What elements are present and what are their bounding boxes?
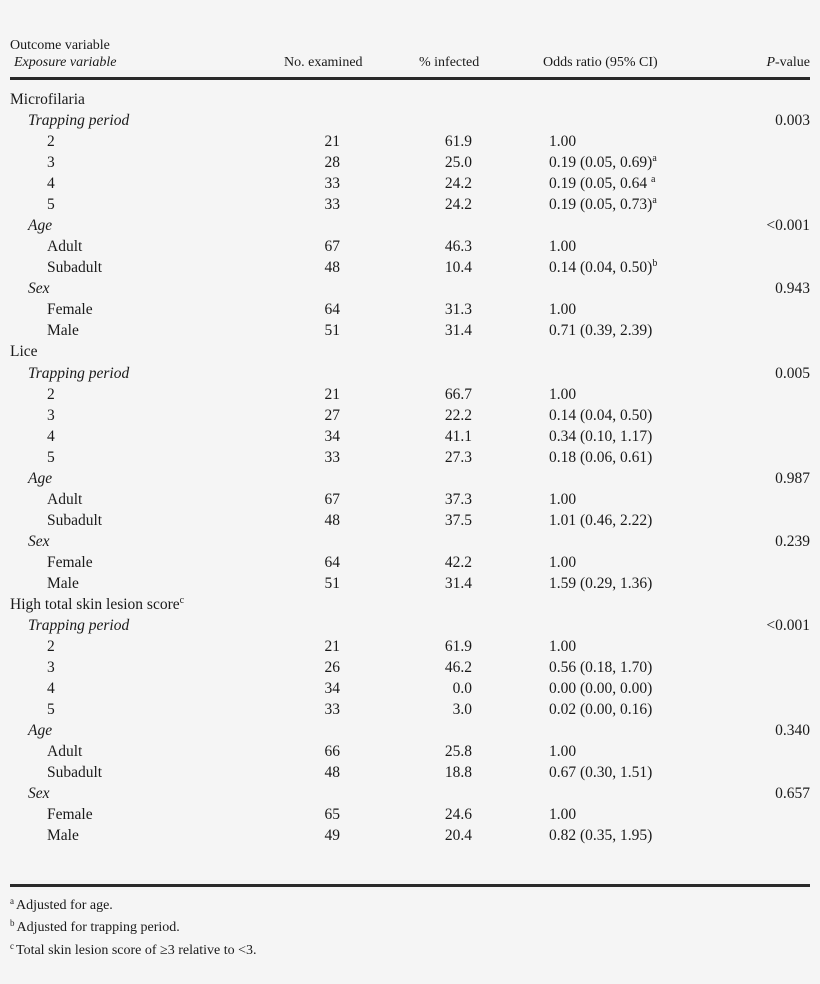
cell-odds-ratio-text: 0.19 (0.05, 0.73) [549, 196, 653, 214]
row-label-text: Subadult [47, 259, 103, 277]
cell-odds-ratio-text: 0.18 (0.06, 0.61) [549, 448, 653, 466]
row-label [47, 194, 55, 215]
row-label [47, 489, 82, 510]
table-row [0, 741, 820, 762]
table-row [0, 489, 820, 510]
cell-odds-ratio-text: 1.01 (0.46, 2.22) [549, 511, 653, 529]
row-label-text: 2 [47, 638, 55, 656]
cell-pct-infected: 24.6 [444, 806, 472, 824]
row-label [47, 699, 55, 720]
cell-pct-infected: 24.2 [444, 196, 472, 214]
cell-odds-ratio [549, 405, 652, 426]
cell-pct-infected: 31.4 [444, 322, 472, 340]
row-label [28, 531, 50, 552]
row-label-text: 3 [47, 406, 55, 424]
footnote-text: Adjusted for trapping period. [16, 920, 180, 935]
cell-odds-ratio [549, 636, 576, 657]
row-label-text: 3 [47, 659, 55, 677]
cell-pct-infected: 42.2 [444, 553, 472, 571]
cell-odds-ratio-text: 0.14 (0.04, 0.50) [549, 259, 653, 277]
row-label-text: High total skin lesion score [10, 595, 180, 613]
cell-odds-ratio [549, 426, 652, 447]
row-label-text: Lice [10, 343, 38, 361]
cell-p-value: <0.001 [766, 217, 810, 235]
row-label [47, 657, 55, 678]
cell-pct-infected: 25.8 [444, 743, 472, 761]
row-label [47, 320, 79, 341]
cell-odds-ratio [549, 299, 576, 320]
cell-odds-ratio-text: 1.00 [549, 238, 577, 256]
row-label-text: 2 [47, 133, 55, 151]
cell-no-examined: 34 [324, 680, 340, 698]
exposure-row [0, 363, 820, 384]
table-row [0, 194, 820, 215]
table-row [0, 762, 820, 783]
footer-rule [10, 884, 810, 887]
cell-no-examined: 48 [324, 511, 340, 529]
row-label [47, 173, 55, 194]
row-label [47, 152, 55, 173]
row-label-text: 2 [47, 385, 55, 403]
cell-pct-infected: 10.4 [444, 259, 472, 277]
cell-pct-infected: 20.4 [444, 827, 472, 845]
exposure-row [0, 531, 820, 552]
row-label [47, 131, 55, 152]
cell-odds-ratio [549, 741, 576, 762]
row-label-text: Age [28, 217, 53, 235]
cell-odds-ratio [549, 384, 576, 405]
cell-odds-ratio [549, 804, 576, 825]
exposure-row [0, 615, 820, 636]
cell-pct-infected: 18.8 [444, 764, 472, 782]
footnote-mark: b [652, 258, 658, 270]
table-row [0, 405, 820, 426]
cell-odds-ratio-text: 1.00 [549, 385, 577, 403]
cell-no-examined: 67 [324, 490, 340, 508]
exposure-row [0, 110, 820, 131]
cell-odds-ratio-text: 1.00 [549, 490, 577, 508]
footnote-b [10, 919, 180, 937]
cell-no-examined: 33 [324, 448, 340, 466]
cell-odds-ratio-text: 0.00 (0.00, 0.00) [549, 680, 653, 698]
table-row [0, 152, 820, 173]
table-row [0, 384, 820, 405]
row-label-text: Trapping period [28, 112, 130, 130]
header-exposure-variable: Exposure variable [14, 55, 117, 70]
cell-p-value: 0.943 [775, 280, 810, 298]
table-row [0, 573, 820, 594]
exposure-row [0, 783, 820, 804]
row-label [47, 825, 79, 846]
table-row [0, 236, 820, 257]
outcome-row [0, 594, 820, 615]
row-label-text: Sex [28, 280, 50, 298]
cell-odds-ratio-text: 1.00 [549, 301, 577, 319]
row-label [47, 552, 93, 573]
cell-p-value: <0.001 [766, 617, 810, 634]
cell-odds-ratio [549, 257, 657, 278]
cell-no-examined: 67 [324, 238, 340, 256]
cell-odds-ratio [549, 573, 652, 594]
footnote-text: Adjusted for age. [16, 898, 113, 913]
cell-no-examined: 65 [324, 806, 340, 824]
row-label-text: 3 [47, 154, 55, 172]
row-label-text: Trapping period [28, 364, 130, 382]
cell-pct-infected: 31.3 [444, 301, 472, 319]
table-row [0, 636, 820, 657]
row-label [47, 299, 93, 320]
row-label-text: Age [28, 722, 53, 740]
footnote-mark: a [652, 195, 657, 207]
outcome-row [0, 341, 820, 362]
cell-odds-ratio [549, 173, 656, 194]
row-label-text: Female [47, 806, 93, 824]
row-label-text: Male [47, 574, 79, 592]
cell-odds-ratio [549, 489, 576, 510]
row-label [47, 678, 55, 699]
row-label-text: Male [47, 827, 79, 845]
row-label [47, 447, 55, 468]
cell-no-examined: 48 [324, 259, 340, 277]
row-label-text: Subadult [47, 764, 103, 782]
header-rule [10, 77, 810, 80]
cell-odds-ratio [549, 699, 652, 720]
row-label-text: Female [47, 553, 93, 571]
row-label [47, 426, 55, 447]
cell-pct-infected: 37.5 [444, 511, 472, 529]
cell-no-examined: 51 [324, 574, 340, 592]
cell-odds-ratio-text: 0.02 (0.00, 0.16) [549, 701, 653, 719]
cell-odds-ratio-text: 0.19 (0.05, 0.69) [549, 154, 653, 172]
header-outcome-variable: Outcome variable [10, 38, 110, 53]
cell-no-examined: 28 [324, 154, 340, 172]
cell-odds-ratio [549, 678, 652, 699]
row-label-text: Adult [47, 490, 83, 508]
outcome-row [0, 89, 820, 110]
cell-odds-ratio [549, 236, 576, 257]
cell-no-examined: 21 [324, 133, 340, 151]
row-label [47, 257, 102, 278]
footnote-mark: c [10, 941, 14, 951]
table-row [0, 804, 820, 825]
row-label [28, 720, 52, 741]
row-label [10, 594, 184, 615]
cell-p-value: 0.003 [775, 112, 810, 130]
cell-no-examined: 27 [324, 406, 340, 424]
cell-odds-ratio-text: 1.00 [549, 743, 577, 761]
cell-p-value: 0.239 [775, 532, 810, 550]
header-no-examined: No. examined [284, 55, 363, 70]
cell-odds-ratio-text: 0.34 (0.10, 1.17) [549, 427, 653, 445]
cell-odds-ratio-text: 1.00 [549, 638, 577, 656]
row-label-text: Male [47, 322, 79, 340]
row-label-text: 5 [47, 448, 55, 466]
table-row [0, 426, 820, 447]
cell-odds-ratio-text: 0.67 (0.30, 1.51) [549, 764, 653, 782]
row-label [47, 804, 93, 825]
row-label [47, 384, 55, 405]
row-label-text: Age [28, 469, 53, 487]
cell-odds-ratio [549, 825, 652, 846]
cell-pct-infected: 22.2 [444, 406, 472, 424]
footnote-text: Total skin lesion score of ≥3 relative to <3. [16, 943, 257, 958]
cell-pct-infected: 0.0 [452, 680, 472, 698]
row-label-text: Female [47, 301, 93, 319]
table-row [0, 678, 820, 699]
cell-odds-ratio-text: 0.56 (0.18, 1.70) [549, 659, 653, 677]
table-row [0, 699, 820, 720]
row-label-text: Sex [28, 785, 50, 803]
cell-no-examined: 66 [324, 743, 340, 761]
row-label-text: 5 [47, 701, 55, 719]
header-odds-ratio: Odds ratio (95% CI) [543, 55, 658, 70]
cell-no-examined: 64 [324, 301, 340, 319]
row-label [47, 762, 102, 783]
table-row [0, 657, 820, 678]
cell-pct-infected: 31.4 [444, 574, 472, 592]
cell-pct-infected: 3.0 [452, 701, 472, 719]
cell-odds-ratio-text: 0.14 (0.04, 0.50) [549, 406, 653, 424]
footnote-mark: b [10, 918, 15, 928]
row-label [47, 236, 82, 257]
footnote-mark: a [10, 896, 14, 906]
header-p-value [766, 55, 810, 71]
table-row [0, 447, 820, 468]
cell-pct-infected: 61.9 [444, 133, 472, 151]
cell-no-examined: 34 [324, 427, 340, 445]
row-label [28, 615, 129, 636]
row-label-text: Trapping period [28, 617, 130, 634]
row-label-text: 4 [47, 427, 55, 445]
row-label [47, 636, 55, 657]
cell-pct-infected: 24.2 [444, 175, 472, 193]
cell-pct-infected: 25.0 [444, 154, 472, 172]
row-label-text: Adult [47, 238, 83, 256]
cell-pct-infected: 41.1 [444, 427, 472, 445]
cell-no-examined: 49 [324, 827, 340, 845]
cell-odds-ratio [549, 447, 652, 468]
header-pct-infected: % infected [419, 55, 480, 70]
cell-odds-ratio [549, 131, 576, 152]
cell-pct-infected: 61.9 [444, 638, 472, 656]
row-label-text: Subadult [47, 511, 103, 529]
row-label-text: Sex [28, 532, 50, 550]
footnote-mark: a [652, 153, 657, 165]
cell-odds-ratio [549, 152, 657, 173]
row-label [28, 363, 129, 384]
cell-odds-ratio [549, 194, 657, 215]
footnote-mark: c [179, 594, 185, 606]
exposure-row [0, 215, 820, 236]
cell-no-examined: 26 [324, 659, 340, 677]
cell-no-examined: 33 [324, 196, 340, 214]
footnote-mark: a [651, 174, 656, 186]
row-label [28, 110, 129, 131]
table-row [0, 299, 820, 320]
footnote-a [10, 897, 113, 915]
table-row [0, 173, 820, 194]
cell-pct-infected: 46.2 [444, 659, 472, 677]
row-label-text: 5 [47, 196, 55, 214]
exposure-row [0, 468, 820, 489]
row-label-text: Adult [47, 743, 83, 761]
row-label [47, 510, 102, 531]
cell-odds-ratio [549, 657, 652, 678]
cell-pct-infected: 37.3 [444, 490, 472, 508]
table-row [0, 825, 820, 846]
cell-odds-ratio-text: 1.00 [549, 133, 577, 151]
header-p-italic: P [766, 55, 776, 70]
cell-p-value: 0.657 [775, 785, 810, 803]
cell-p-value: 0.340 [775, 722, 810, 740]
cell-odds-ratio [549, 552, 576, 573]
cell-no-examined: 48 [324, 764, 340, 782]
row-label [28, 468, 52, 489]
cell-p-value: 0.987 [775, 469, 810, 487]
cell-no-examined: 51 [324, 322, 340, 340]
cell-no-examined: 21 [324, 638, 340, 656]
cell-no-examined: 33 [324, 701, 340, 719]
row-label [47, 741, 82, 762]
exposure-row [0, 720, 820, 741]
cell-no-examined: 64 [324, 553, 340, 571]
cell-pct-infected: 27.3 [444, 448, 472, 466]
cell-no-examined: 21 [324, 385, 340, 403]
row-label [10, 89, 85, 110]
cell-odds-ratio-text: 0.71 (0.39, 2.39) [549, 322, 653, 340]
cell-odds-ratio-text: 1.00 [549, 553, 577, 571]
header-p-rest: -value [775, 55, 810, 70]
cell-odds-ratio-text: 1.00 [549, 806, 577, 824]
footnote-c [10, 942, 257, 960]
row-label [47, 405, 55, 426]
exposure-row [0, 278, 820, 299]
row-label [28, 215, 52, 236]
row-label-text: 4 [47, 175, 55, 193]
row-label [47, 573, 79, 594]
cell-odds-ratio [549, 320, 652, 341]
cell-odds-ratio-text: 0.19 (0.05, 0.64 [549, 175, 652, 193]
row-label-text: 4 [47, 680, 55, 698]
cell-odds-ratio [549, 510, 652, 531]
row-label-text: Microfilaria [10, 91, 85, 108]
cell-odds-ratio-text: 0.82 (0.35, 1.95) [549, 827, 653, 845]
cell-odds-ratio [549, 762, 652, 783]
table-row [0, 131, 820, 152]
cell-p-value: 0.005 [775, 364, 810, 382]
table-row [0, 320, 820, 341]
cell-no-examined: 33 [324, 175, 340, 193]
row-label [28, 783, 50, 804]
row-label [28, 278, 50, 299]
row-label [10, 341, 38, 362]
table-row [0, 510, 820, 531]
table-row [0, 552, 820, 573]
cell-pct-infected: 66.7 [444, 385, 472, 403]
table-row [0, 257, 820, 278]
cell-odds-ratio-text: 1.59 (0.29, 1.36) [549, 574, 653, 592]
cell-pct-infected: 46.3 [444, 238, 472, 256]
